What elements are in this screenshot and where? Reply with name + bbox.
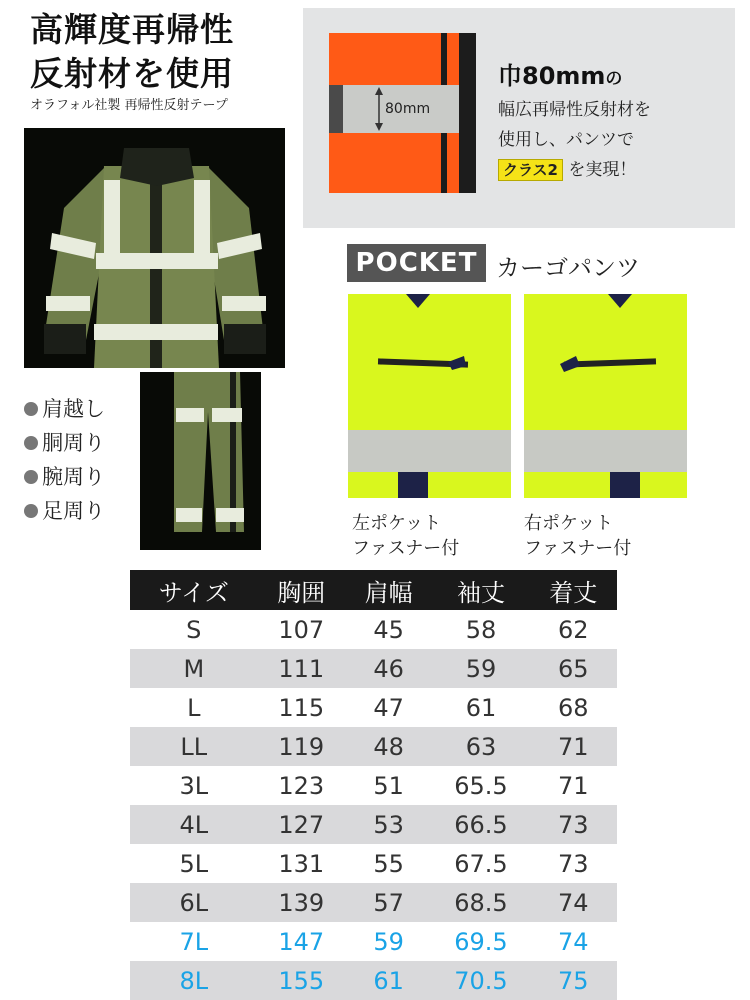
cell: 139 <box>258 883 345 922</box>
cell: 63 <box>432 727 529 766</box>
cell: 59 <box>373 927 404 956</box>
pocket-title: カーゴパンツ <box>496 254 640 282</box>
cell: 6L <box>130 883 258 922</box>
feature-label: 足周り <box>42 499 105 523</box>
cell: 57 <box>345 883 432 922</box>
cell: 53 <box>345 805 432 844</box>
bullet-dot-icon <box>24 436 38 450</box>
cell: 45 <box>373 615 404 644</box>
reflective-jacket-photo <box>24 128 285 368</box>
table-row <box>130 649 617 688</box>
bullet-dot-icon <box>24 504 38 518</box>
cell: 68 <box>558 693 589 722</box>
cell: 65 <box>530 649 617 688</box>
list-item <box>24 460 105 494</box>
width-line-4-suffix: を実現！ <box>568 160 637 180</box>
headline-line-1: 高輝度再帰性 <box>30 10 234 49</box>
cell: 61 <box>465 693 497 722</box>
cell: 107 <box>278 615 325 644</box>
cell: 51 <box>373 771 404 800</box>
bullet-dot-icon <box>24 470 38 484</box>
cell: M <box>130 649 258 688</box>
header-shoulder: 肩幅 <box>345 570 432 610</box>
cell: 131 <box>278 849 325 878</box>
left-pocket-photo <box>348 294 511 498</box>
cell: 7L <box>179 927 209 956</box>
cell: 127 <box>258 805 345 844</box>
reflector-closeup-photo <box>329 33 476 193</box>
list-item <box>24 494 105 528</box>
feature-label: 腕周り <box>42 465 105 489</box>
cell: LL <box>130 727 258 766</box>
left-pocket-caption-1: 左ポケット <box>352 513 442 534</box>
reflector-location-list <box>24 392 105 528</box>
cell: 74 <box>558 927 589 956</box>
cell: 66.5 <box>432 805 529 844</box>
cell: 62 <box>558 615 589 644</box>
headline-line-2: 反射材を使用 <box>30 54 234 93</box>
width-value: 80mm <box>522 62 606 90</box>
table-row <box>130 766 617 805</box>
cell: 47 <box>373 693 404 722</box>
cell: 123 <box>278 771 325 800</box>
list-item <box>24 426 105 460</box>
cell: 115 <box>278 693 325 722</box>
measure-label: 80mm <box>385 101 431 117</box>
cell: 147 <box>278 927 325 956</box>
size-table <box>130 570 617 1000</box>
feature-label: 胴周り <box>42 431 105 455</box>
cell: 8L <box>130 961 258 1000</box>
table-header-row <box>130 570 617 610</box>
cell: 71 <box>530 727 617 766</box>
table-row-highlighted <box>130 961 617 1000</box>
table-row <box>130 727 617 766</box>
table-row <box>130 844 617 883</box>
headline-subtitle: オラフォル社製 再帰性反射テープ <box>30 98 228 113</box>
cell: 73 <box>558 849 589 878</box>
cell: 68.5 <box>432 883 529 922</box>
cell: 71 <box>558 771 589 800</box>
left-pocket-caption <box>352 511 459 561</box>
header-length: 着丈 <box>530 570 617 610</box>
left-pocket-caption-2: ファスナー付 <box>352 538 460 559</box>
table-row <box>130 688 617 727</box>
header-sleeve: 袖丈 <box>432 570 529 610</box>
cell: 74 <box>530 883 617 922</box>
table-row <box>130 805 617 844</box>
cell: 75 <box>530 961 617 1000</box>
reflective-pants-photo <box>140 372 261 550</box>
table-row <box>130 610 617 649</box>
left-pocket-illustration <box>348 294 511 498</box>
headline <box>30 8 234 96</box>
pants-illustration <box>140 372 261 550</box>
cell: 69.5 <box>454 927 508 956</box>
width-prefix: 巾 <box>498 62 522 90</box>
cell: 119 <box>258 727 345 766</box>
header-size: サイズ <box>130 570 258 610</box>
cell: 55 <box>373 849 404 878</box>
cell: 48 <box>345 727 432 766</box>
cell: 111 <box>258 649 345 688</box>
list-item <box>24 392 105 426</box>
cell: 3L <box>179 771 209 800</box>
width-line-3: 使用し、パンツで <box>498 130 634 150</box>
bullet-dot-icon <box>24 402 38 416</box>
right-pocket-caption-1: 右ポケット <box>524 513 614 534</box>
cell: 67.5 <box>454 849 508 878</box>
width-line-2: 幅広再帰性反射材を <box>498 100 651 120</box>
cell: 73 <box>530 805 617 844</box>
width-headline <box>498 60 728 95</box>
cell: 5L <box>179 849 209 878</box>
right-pocket-photo <box>524 294 687 498</box>
feature-label: 肩越し <box>42 397 105 421</box>
class-2-badge: クラス2 <box>498 159 563 181</box>
cell: L <box>187 693 201 722</box>
jacket-illustration <box>24 128 285 368</box>
cell: 155 <box>258 961 345 1000</box>
cell: 4L <box>130 805 258 844</box>
cell: 46 <box>345 649 432 688</box>
cell: 61 <box>345 961 432 1000</box>
cell: 59 <box>432 649 529 688</box>
width-suffix: の <box>605 69 623 89</box>
right-pocket-caption <box>524 511 631 561</box>
cell: 65.5 <box>454 771 508 800</box>
right-pocket-caption-2: ファスナー付 <box>524 538 632 559</box>
cell: S <box>186 615 202 644</box>
table-row <box>130 883 617 922</box>
cell: 58 <box>465 615 497 644</box>
right-pocket-illustration <box>524 294 687 498</box>
reflector-width-text <box>498 60 728 185</box>
pocket-tag: POCKET <box>347 244 486 282</box>
cell: 70.5 <box>432 961 529 1000</box>
header-chest: 胸囲 <box>258 570 345 610</box>
width-line-4 <box>498 155 728 185</box>
table-row-highlighted <box>130 922 617 961</box>
